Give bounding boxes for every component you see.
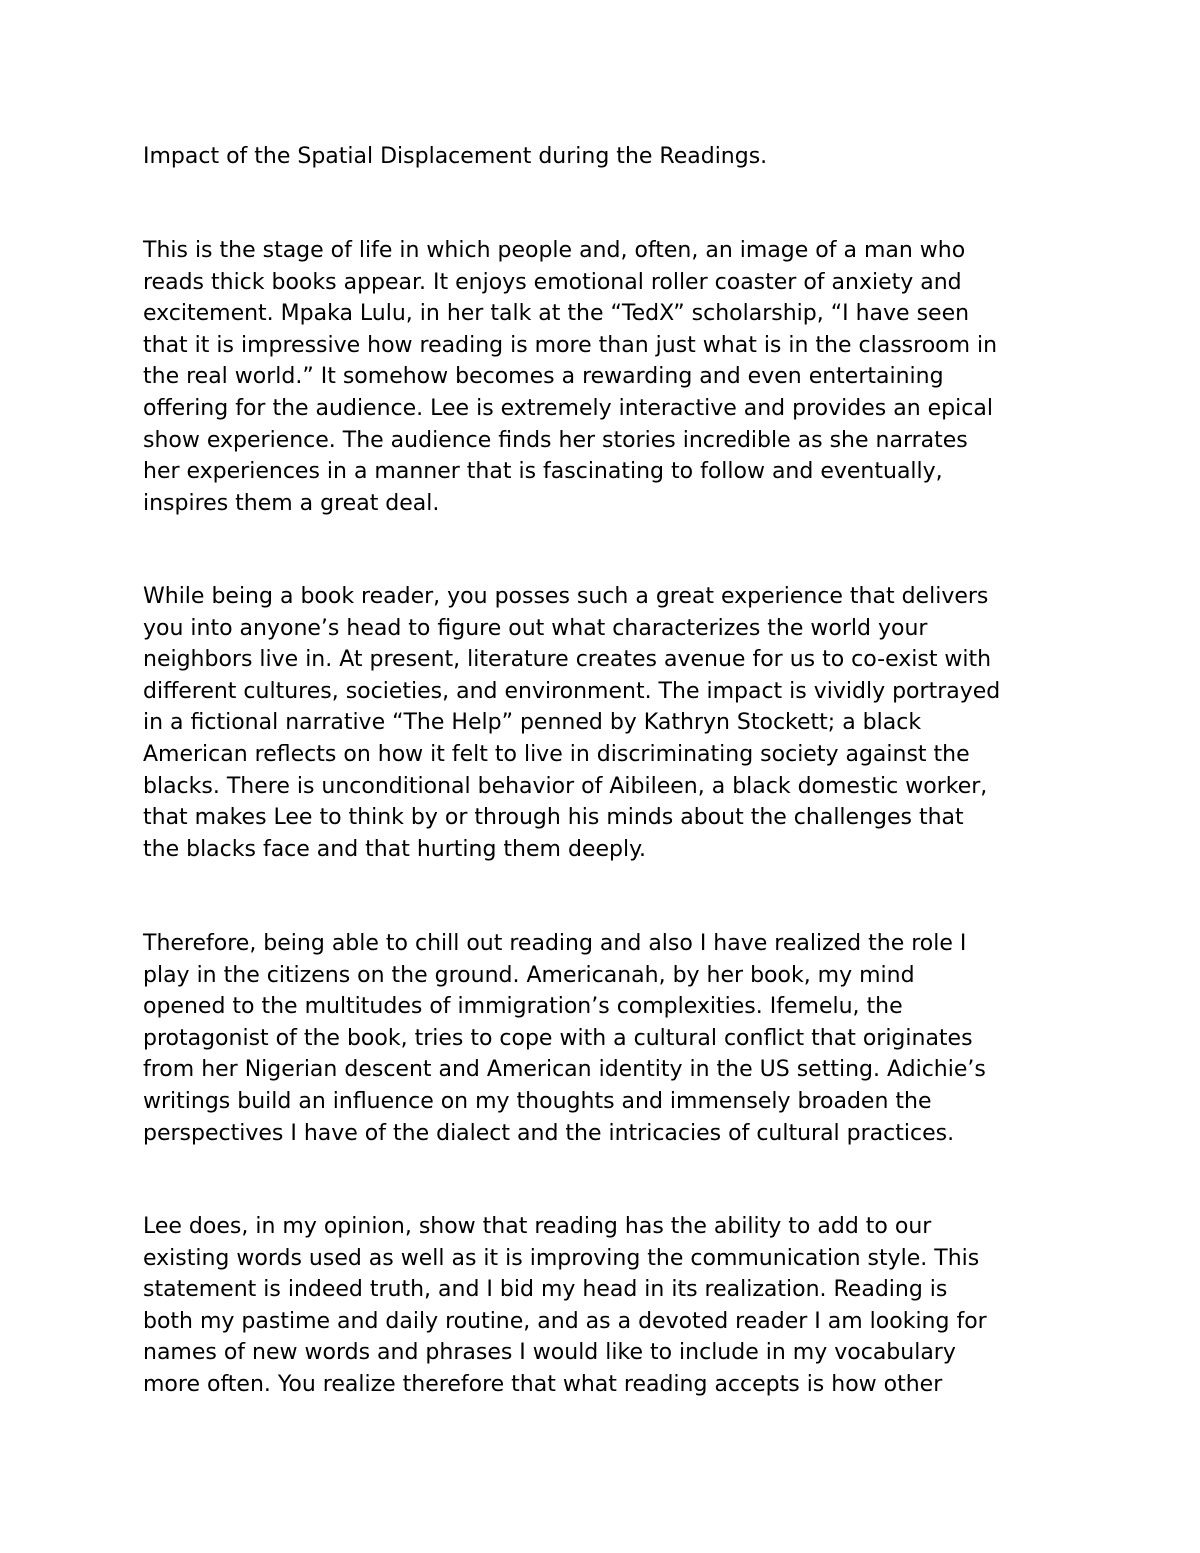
paragraph-line: Lee does, in my opinion, show that reading has the ability to add to our [143, 1214, 932, 1239]
paragraph-line: you into anyone’s head to figure out what characterizes the world your [143, 615, 928, 641]
paragraph-line: play in the citizens on the ground. Americanah, by her book, my mind [143, 962, 915, 988]
paragraph-line: opened to the multitudes of immigration’s complexities. Ifemelu, the [143, 994, 903, 1020]
paragraph-line: different cultures, societies, and environment. The impact is vividly portrayed [143, 678, 1001, 704]
paragraph-line: that it is impressive how reading is more than just what is in the classroom in [143, 332, 998, 358]
paragraph-line: in a fictional narrative “The Help” penned by Kathryn Stockett; a black [143, 710, 922, 736]
paragraph-line: the real world.” It somehow becomes a rewarding and even entertaining [143, 364, 944, 390]
paragraph-line: American reflects on how it felt to live in discriminating society against the [143, 741, 970, 767]
paragraph-line: existing words used as well as it is improving the communication style. This [143, 1245, 980, 1271]
paragraph-line: reads thick books appear. It enjoys emotional roller coaster of anxiety and [143, 269, 962, 295]
paragraph-line: neighbors live in. At present, literature creates avenue for us to co-exist with [143, 647, 992, 673]
paragraph-line: While being a book reader, you posses such a great experience that delivers [143, 584, 989, 609]
paragraph-1 [143, 235, 1073, 519]
paragraph-line: This is the stage of life in which people and, often, an image of a man who [143, 238, 966, 263]
paragraph-line: protagonist of the book, tries to cope with a cultural conflict that originates [143, 1025, 973, 1051]
paragraph-line: offering for the audience. Lee is extremely interactive and provides an epical [143, 395, 993, 421]
paragraph-line: names of new words and phrases I would like to include in my vocabulary [143, 1340, 956, 1366]
paragraph-line: the blacks face and that hurting them deeply. [143, 836, 646, 862]
paragraph-line: show experience. The audience finds her stories incredible as she narrates [143, 427, 968, 453]
paragraph-line: both my pastime and daily routine, and as a devoted reader I am looking for [143, 1308, 987, 1334]
document-title [143, 141, 1073, 173]
paragraph-line: more often. You realize therefore that what reading accepts is how other [143, 1371, 943, 1397]
paragraph-line: inspires them a great deal. [143, 490, 440, 516]
paragraph-line: writings build an influence on my thoughts and immensely broaden the [143, 1088, 932, 1114]
paragraph-line: her experiences in a manner that is fascinating to follow and eventually, [143, 459, 943, 485]
paragraph-line: that makes Lee to think by or through his minds about the challenges that [143, 805, 964, 831]
paragraph-line: excitement. Mpaka Lulu, in her talk at the “TedX” scholarship, “I have seen [143, 301, 970, 327]
paragraph-line: from her Nigerian descent and American identity in the US setting. Adichie’s [143, 1057, 986, 1083]
paragraph-2 [143, 581, 1073, 865]
paragraph-line: statement is indeed truth, and I bid my head in its realization. Reading is [143, 1277, 948, 1303]
title-line: Impact of the Spatial Displacement during the Readings. [143, 144, 768, 169]
paragraph-line: blacks. There is unconditional behavior of Aibileen, a black domestic worker, [143, 773, 988, 799]
paragraph-line: Therefore, being able to chill out reading and also I have realized the role I [143, 931, 967, 956]
paragraph-line: perspectives I have of the dialect and the intricacies of cultural practices. [143, 1120, 955, 1146]
paragraph-3 [143, 928, 1073, 1149]
paragraph-4 [143, 1211, 1073, 1401]
